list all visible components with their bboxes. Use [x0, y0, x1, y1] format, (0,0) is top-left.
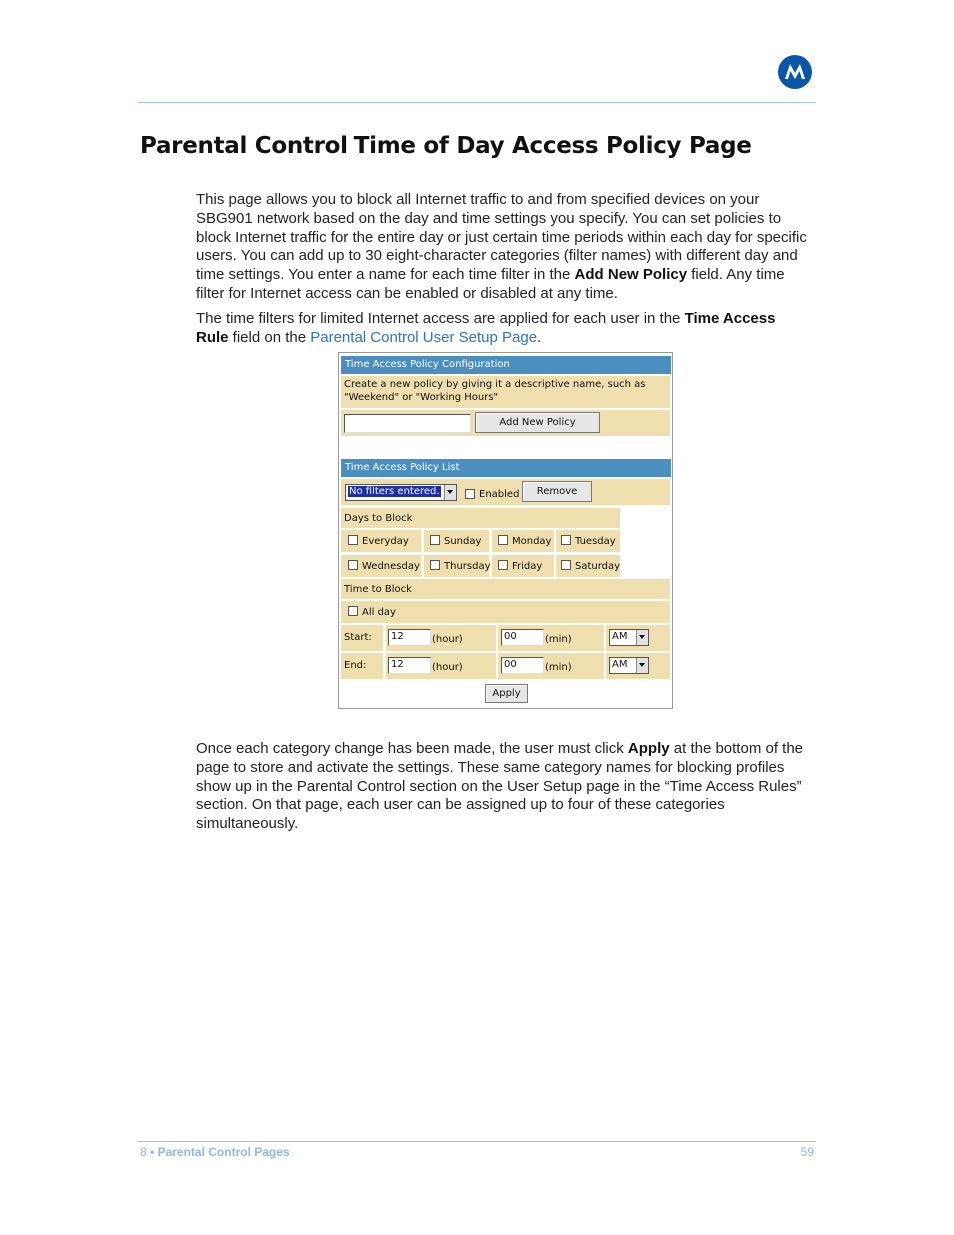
end-hour-cell: [386, 653, 496, 679]
start-hour-unit: (hour): [432, 634, 463, 645]
chevron-down-icon: [636, 658, 648, 673]
footer-rule: [138, 1141, 816, 1142]
day-cell-tuesday: [556, 530, 620, 552]
everyday-label: Everyday: [362, 536, 409, 547]
tuesday-checkbox[interactable]: [561, 535, 571, 545]
time-to-block-label: Time to Block: [344, 584, 412, 595]
intro-text: This page allows you to block all Internet traffic to and from specified devices on your SBG901 network based on the day and time settings you specify. You can set policies to block Internet traffic for the entire day or just certain time periods within each day for specific users. You can add up to 30 eight-character categories (filter names) with different day and time settings. You enter a name for each time filter in the: [196, 191, 807, 284]
rule-paragraph: [196, 310, 812, 348]
sunday-label: Sunday: [444, 536, 482, 547]
apply-paragraph: [196, 740, 812, 834]
sunday-checkbox[interactable]: [430, 535, 440, 545]
apply-text: Once each category change has been made, the user must click: [196, 740, 628, 757]
start-ampm-cell: [606, 625, 670, 651]
end-hour-input[interactable]: 12: [388, 657, 431, 674]
day-cell-monday: [492, 530, 554, 552]
footer-section-title: Parental Control Pages: [157, 1145, 290, 1159]
start-ampm-value: AM: [612, 631, 628, 642]
intro-bold-add-new-policy: Add New Policy: [574, 266, 688, 284]
start-min-input[interactable]: 00: [501, 629, 544, 646]
end-min-cell: [498, 653, 604, 679]
page-title: [140, 133, 752, 159]
filter-select-value: No filters entered.: [349, 486, 440, 497]
wednesday-checkbox[interactable]: [348, 560, 358, 570]
remove-button[interactable]: Remove: [522, 481, 592, 502]
start-hour-input[interactable]: 12: [388, 629, 431, 646]
config-desc-line-1: Create a new policy by giving it a descriptive name, such as: [344, 379, 646, 390]
enabled-checkbox[interactable]: [465, 489, 475, 499]
end-ampm-value: AM: [612, 659, 628, 670]
footer-chapter-number: 8: [140, 1145, 147, 1159]
header-rule: [138, 102, 816, 103]
config-header: Time Access Policy Configuration: [341, 356, 671, 374]
start-min-cell: [498, 625, 604, 651]
end-min-input[interactable]: 00: [501, 657, 544, 674]
start-label-cell: [341, 625, 383, 651]
day-cell-sunday: [424, 530, 489, 552]
day-cell-saturday: [556, 555, 620, 577]
end-ampm-cell: [606, 653, 670, 679]
end-label: End:: [344, 660, 367, 671]
monday-checkbox[interactable]: [498, 535, 508, 545]
saturday-label: Saturday: [575, 561, 621, 572]
policy-name-input[interactable]: [344, 414, 471, 433]
friday-checkbox[interactable]: [498, 560, 508, 570]
time-label-cell: [341, 579, 670, 599]
rule-text-mid: field on the: [228, 328, 311, 346]
intro-text-end: field. Any time filter for Internet access can be enabled or disabled at any time.: [196, 266, 785, 302]
title-part-1: Parental Control: [140, 133, 348, 159]
thursday-checkbox[interactable]: [430, 560, 440, 570]
footer-bullet: •: [146, 1145, 158, 1159]
monday-label: Monday: [512, 536, 552, 547]
rule-bold-time-access-rule: Time Access Rule: [196, 310, 776, 346]
days-to-block-label: Days to Block: [344, 513, 413, 524]
motorola-logo-icon: [778, 55, 812, 89]
rule-text: The time filters for limited Internet access are applied for each user in the: [196, 310, 685, 327]
day-cell-friday: [492, 555, 554, 577]
day-cell-everyday: [341, 530, 421, 552]
enabled-label: Enabled: [479, 489, 520, 500]
apply-button[interactable]: Apply: [485, 684, 528, 703]
friday-label: Friday: [512, 561, 543, 572]
filter-select[interactable]: [345, 484, 457, 501]
apply-bold: Apply: [627, 740, 670, 757]
time-access-policy-screenshot: [338, 352, 673, 709]
allday-cell: [341, 601, 670, 623]
start-ampm-select[interactable]: [609, 629, 649, 646]
list-header: Time Access Policy List: [341, 459, 671, 477]
start-hour-cell: [386, 625, 496, 651]
chevron-down-icon: [636, 630, 648, 645]
thursday-label: Thursday: [444, 561, 491, 572]
wednesday-label: Wednesday: [362, 561, 420, 572]
apply-text-end: at the bottom of the page to store and activate the settings. These same category names for blocking profiles show up in the Parental Control section on the User Setup page in the “Time Access Rules” section. On that page, each user can be assigned up to four of these categories simultaneously.: [196, 740, 804, 833]
rule-text-end: .: [537, 328, 542, 346]
add-new-policy-button[interactable]: Add New Policy: [475, 412, 600, 433]
day-cell-wednesday: [341, 555, 421, 577]
page-number: 59: [800, 1145, 814, 1159]
day-cell-thursday: [424, 555, 489, 577]
end-ampm-select[interactable]: [609, 657, 649, 674]
user-setup-page-link[interactable]: Parental Control User Setup Page: [310, 328, 538, 346]
saturday-checkbox[interactable]: [561, 560, 571, 570]
everyday-checkbox[interactable]: [348, 535, 358, 545]
allday-label: All day: [362, 607, 396, 618]
policy-list-cell: [341, 479, 670, 505]
end-min-unit: (min): [545, 662, 572, 673]
start-min-unit: (min): [545, 634, 572, 645]
chevron-down-icon: [444, 485, 456, 500]
days-label-cell: [341, 508, 620, 528]
title-part-2: Time of Day Access Policy Page: [353, 133, 752, 159]
config-desc-line-2: "Weekend" or "Working Hours": [344, 392, 499, 403]
footer-chapter: [140, 1145, 290, 1159]
end-label-cell: [341, 653, 383, 679]
config-input-cell: [341, 410, 670, 436]
end-hour-unit: (hour): [432, 662, 463, 673]
start-label: Start:: [344, 632, 372, 643]
allday-checkbox[interactable]: [348, 606, 358, 616]
intro-paragraph: [196, 191, 812, 304]
tuesday-label: Tuesday: [575, 536, 616, 547]
config-desc-cell: [341, 376, 670, 408]
